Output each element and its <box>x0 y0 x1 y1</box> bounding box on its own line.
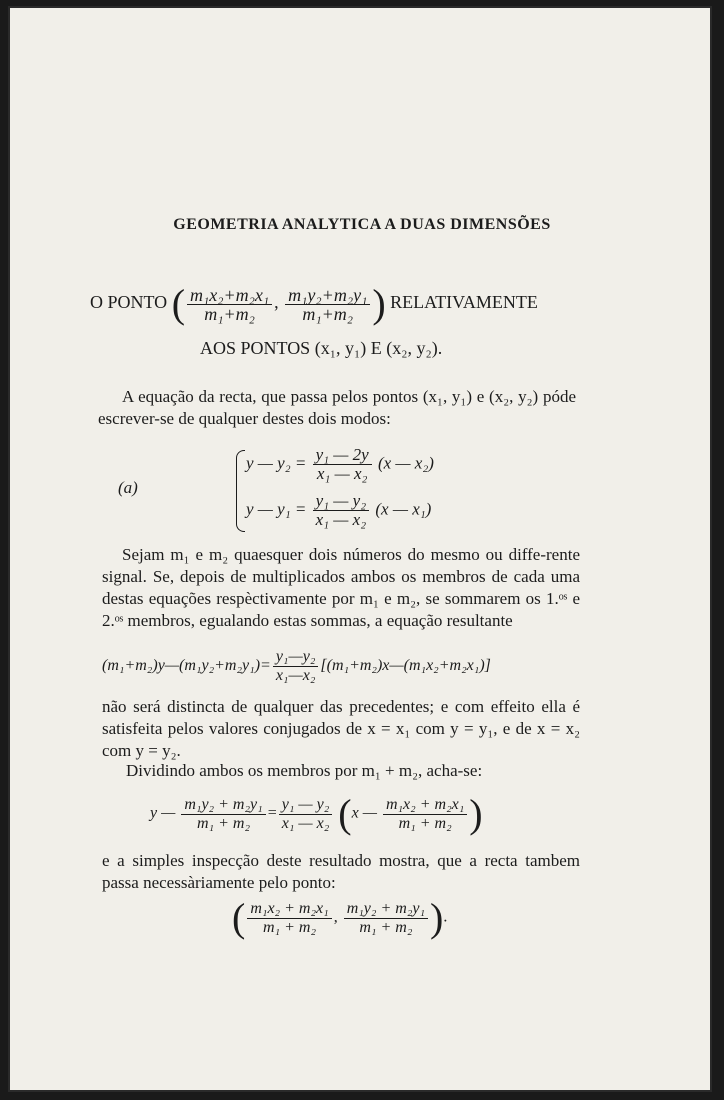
equation-lhs: (m₁+m₂)y—(m₁y₂+m₂y₁)= <box>102 657 271 675</box>
equation-rhs: (x — x₂) <box>377 453 434 473</box>
fraction-denominator: x₁ — x₂ <box>316 464 368 483</box>
equation-fraction-1 <box>181 796 265 833</box>
paragraph-3: não será distincta de qualquer das precedentes; e com effeito ella é satisfeita pelos valores conjugados de x = x₁ com y = y₁, e de x = x₂ com y = y₂. <box>102 697 580 760</box>
resulting-equation <box>102 648 582 685</box>
scanned-page <box>8 6 712 1092</box>
fraction-numerator: y₁ — 2y <box>313 446 372 465</box>
fraction-numerator: m₁y₂+m₂y₁ <box>285 286 370 305</box>
fraction-denominator: m₁+m₂ <box>302 303 354 324</box>
heading-lead: O PONTO <box>90 292 168 313</box>
paragraph-2: Sejam m₁ e m₂ quaesquer dois números do mesmo ou diffe-rente signal. Se, depois de multiplicados ambos os membros de cada uma destas equações respèctivamente por m₁ e m₂, se sommarem os 1.ᵒˢ e 2.ᵒˢ membros, egualando estas sommas, a equação resultante <box>102 545 580 630</box>
system-equation-2 <box>246 492 431 529</box>
heading-line2: AOS PONTOS (x₁, y₁) E (x₂, y₂). <box>200 338 443 358</box>
fraction-numerator: m₁y₂ + m₂y₁ <box>344 900 428 919</box>
paragraph-5: e a simples inspecção deste resultado mostra, que a recta tambem passa necessàriamente pelo ponto: <box>102 851 580 892</box>
fraction-numerator: m₁y₂ + m₂y₁ <box>181 796 265 815</box>
equation-lhs: y — y₁ = <box>246 499 307 519</box>
point-fraction-y <box>344 900 428 937</box>
equation-rhs: [(m₁+m₂)x—(m₁x₂+m₂x₁)] <box>320 657 491 675</box>
fraction-numerator: y₁—y₂ <box>273 648 319 667</box>
equation-lhs: y — y₂ = <box>246 453 307 473</box>
system-label: (a) <box>118 478 138 497</box>
fraction-denominator: x₁—x₂ <box>275 667 316 684</box>
fraction-numerator: m₁x₂ + m₂x₁ <box>247 900 331 919</box>
equation-lhs: y — <box>150 804 176 822</box>
fraction-denominator: m₁ + m₂ <box>359 918 413 936</box>
system-equation-1 <box>246 446 434 483</box>
equals-sign: = <box>267 804 277 822</box>
fraction-denominator: m₁ + m₂ <box>196 814 251 832</box>
equation-fraction <box>313 492 370 529</box>
heading-fraction-y <box>285 286 370 323</box>
equation-fraction-2 <box>279 796 333 833</box>
fraction-denominator: m₁+m₂ <box>204 303 255 324</box>
fraction-denominator: m₁ + m₂ <box>262 918 317 936</box>
fraction-numerator: m₁x₂ + m₂x₁ <box>383 796 467 815</box>
equation-x-minus: x — <box>351 804 377 822</box>
point-comma: , <box>333 908 338 926</box>
equation-fraction-3 <box>383 796 467 833</box>
fraction-denominator: x₁ — x₂ <box>315 510 367 529</box>
heading-fraction-x <box>187 286 272 323</box>
fraction-numerator: m₁x₂+m₂x₁ <box>187 286 272 305</box>
fraction-numerator: y₁ — y₂ <box>313 492 370 511</box>
equation-fraction <box>313 446 372 483</box>
fraction-denominator: m₁ + m₂ <box>398 814 452 832</box>
heading-trail: RELATIVAMENTE <box>390 292 538 313</box>
paragraph-4: Dividindo ambos os membros por m₁ + m₂, acha-se: <box>126 761 483 780</box>
section-title: GEOMETRIA ANALYTICA A DUAS DIMENSÕES <box>173 216 551 233</box>
fraction-denominator: x₁ — x₂ <box>281 814 330 832</box>
divided-equation: y — $\frac{\text{m₁y₂ + m₂y₁}}{\text{m₁ + m₂}}$ = $\frac{\text{y₁ — y₂}}{\text{x₁ — x₂}}$ (x — $\frac{\text{m₁x₂ + m₂x₁}}{\text{m₁ + m₂}}$ ) <box>150 791 483 836</box>
system-brace <box>236 450 245 532</box>
point-expression: ( $\frac{\text{m₁x₂ + m₂x₁}}{\text{m₁ + m₂}}$ , $\frac{\text{m₁y₂ + m₂y₁}}{\text{m₁ + m₂}}$ ). <box>232 895 448 940</box>
fraction-numerator: y₁ — y₂ <box>279 796 333 815</box>
heading: O PONTO ( $\frac{\text{m₁x₂+m₂x₁}}{\text{m₁+m₂}}$ , $\frac{\text{m₁y₂+m₂y₁}}{\text{m₁+m₂}}$ ) RELATIVAMENTE <box>90 281 538 326</box>
equation-rhs: (x — x₁) <box>375 499 432 519</box>
equation-fraction <box>273 648 319 685</box>
paragraph-1: A equação da recta, que passa pelos pontos (x₁, y₁) e (x₂, y₂) póde escrever-se de qualquer destes dois modos: <box>98 387 576 428</box>
point-fraction-x <box>247 900 331 937</box>
